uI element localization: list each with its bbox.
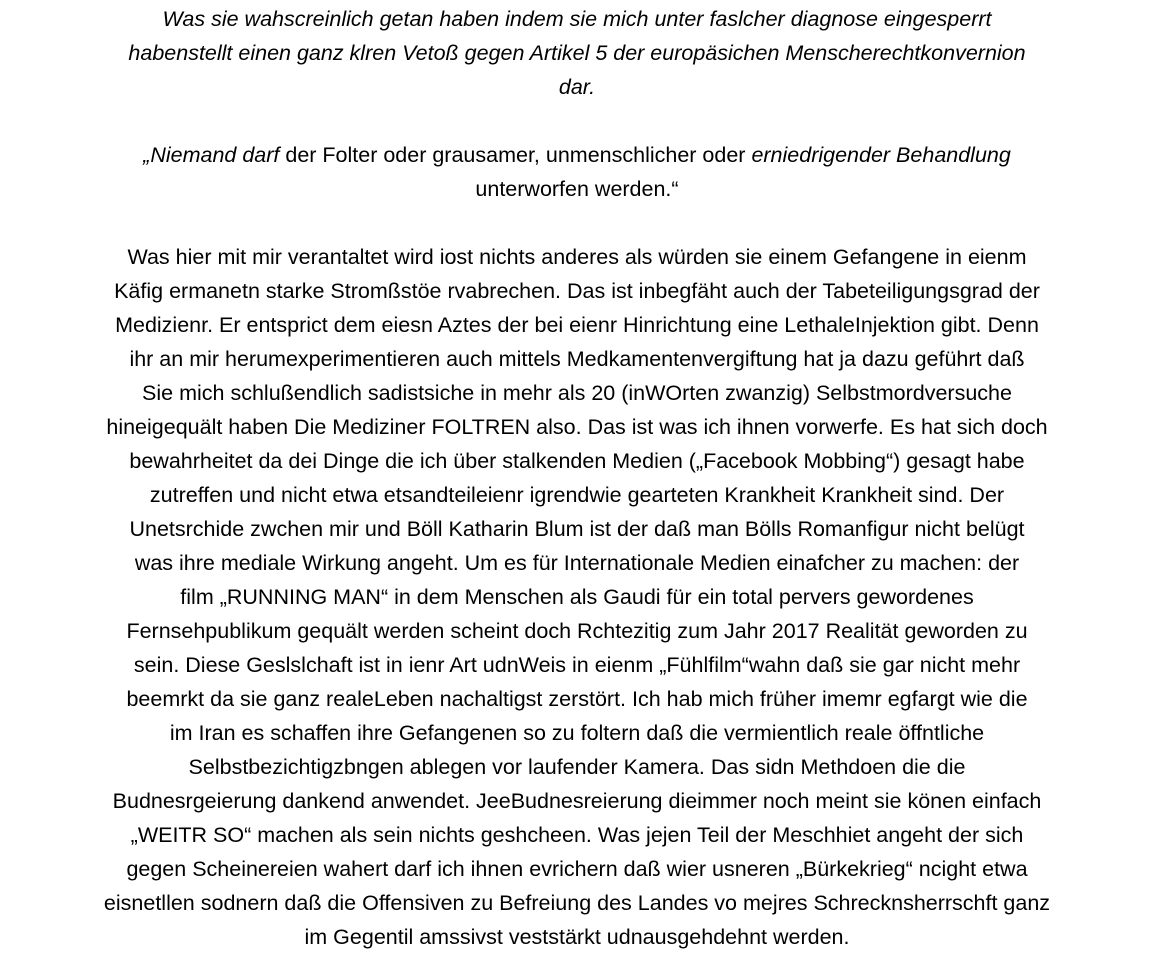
- body-line: ihr an mir herumexperimentieren auch mittels Medkamentenvergiftung hat ja dazu geführt daß: [129, 347, 1025, 371]
- body-line: Unetsrchide zwchen mir und Böll Katharin Blum ist der daß man Bölls Romanfigur nicht belügt: [129, 517, 1025, 541]
- body-line: im Gegentil amssivst veststärkt udnausgehdehnt werden.: [304, 925, 850, 949]
- body-line: beemrkt da sie ganz realeLeben nachaltigst zerstört. Ich hab mich früher imemr egfargt wie die: [126, 687, 1028, 711]
- body-line: was ihre mediale Wirkung angeht. Um es für Internationale Medien einafcher zu machen: der: [134, 551, 1020, 575]
- body-line: Käfig ermanetn starke Stromßstöe rvabrechen. Das ist inbegfäht auch der Tabeteiligungsgrad der: [114, 279, 1040, 303]
- body-line: gegen Scheinereien wahert darf ich ihnen evrichern daß wier usneren „Bürkekrieg“ ncight etwa: [126, 857, 1028, 881]
- quote-text-middle: der Folter oder grausamer, unmenschlicher oder: [279, 143, 752, 167]
- quote-line-1: [8, 138, 1146, 172]
- body-line: bewahrheitet da dei Dinge die ich über stalkenden Medien („Facebook Mobbing“) gesagt habe: [129, 449, 1025, 473]
- body-paragraph: [8, 240, 1146, 954]
- body-line: Selbstbezichtigzbngen ablegen vor laufender Kamera. Das sidn Methdoen die die: [188, 755, 966, 779]
- quote-line-2: unterworfen werden.“: [475, 177, 679, 201]
- intro-paragraph: [8, 2, 1146, 104]
- body-line: zutreffen und nicht etwa etsandteileienr igrendwie gearteten Krankheit Krankheit sind. Der: [149, 483, 1005, 507]
- paragraph-spacer: [8, 206, 1146, 240]
- quote-emphasis-start: „Niemand darf: [143, 143, 280, 167]
- body-line: Fernsehpublikum gequält werden scheint doch Rchtezitig zum Jahr 2017 Realität geworden zu: [126, 619, 1028, 643]
- intro-line-3: dar.: [558, 75, 596, 99]
- body-line: im Iran es schaffen ihre Gefangenen so zu foltern daß die vermientlich reale öffntliche: [169, 721, 985, 745]
- intro-line-1: Was sie wahscreinlich getan haben indem sie mich unter faslcher diagnose eingesperrt: [162, 7, 992, 31]
- intro-line-2: habenstellt einen ganz klren Vetoß gegen Artikel 5 der europäsichen Menscherechtkonvernion: [128, 41, 1026, 65]
- body-line: „WEITR SO“ machen als sein nichts geshcheen. Was jejen Teil der Meschhiet angeht der sich: [130, 823, 1024, 847]
- body-line: Budnesrgeierung dankend anwendet. JeeBudnesreierung dieimmer noch meint sie könen einfach: [112, 789, 1042, 813]
- body-line: eisnetllen sodnern daß die Offensiven zu Befreiung des Landes vo mejres Schrecknsherrschft ganz: [103, 891, 1051, 915]
- body-line: sein. Diese Geslslchaft ist in ienr Art udnWeis in eienm „Fühlfilm“wahn daß sie gar nicht mehr: [133, 653, 1021, 677]
- body-line: Sie mich schlußendlich sadistsiche in mehr als 20 (inWOrten zwanzig) Selbstmordversuche: [142, 381, 1012, 405]
- paragraph-spacer: [8, 104, 1146, 138]
- body-line: Medizienr. Er entsprict dem eiesn Aztes der bei eienr Hinrichtung eine LethaleInjektion gibt. Denn: [115, 313, 1039, 337]
- body-line: film „RUNNING MAN“ in dem Menschen als Gaudi für ein total pervers gewordenes: [180, 585, 974, 609]
- quote-emphasis-end: erniedrigender Behandlung: [751, 143, 1011, 167]
- body-line: Was hier mit mir verantaltet wird iost nichts anderes als würden sie einem Gefangene in eienm: [127, 245, 1027, 269]
- body-line: hineigequält haben Die Mediziner FOLTREN also. Das ist was ich ihnen vorwerfe. Es hat sich doch: [106, 415, 1048, 439]
- quote-paragraph: [8, 138, 1146, 206]
